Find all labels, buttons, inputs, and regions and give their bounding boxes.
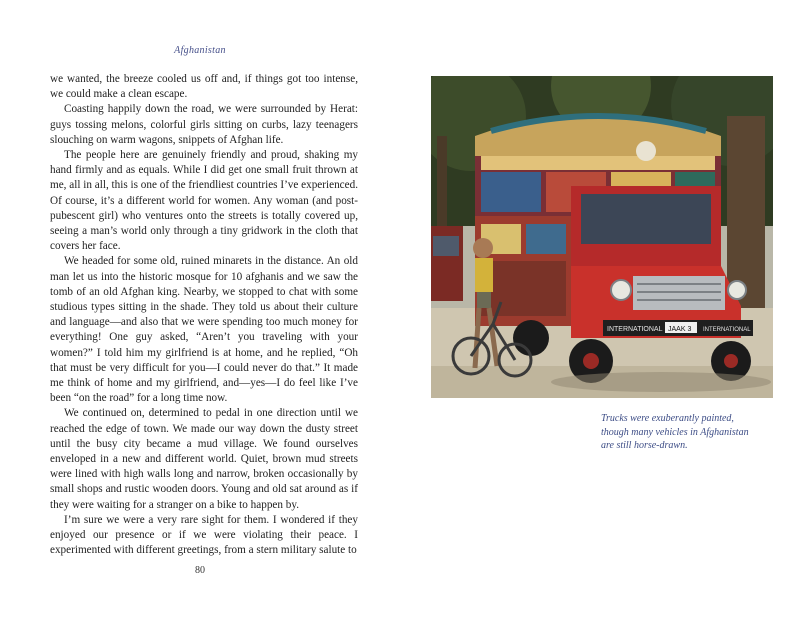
right-page bbox=[400, 0, 800, 618]
paragraph-6: I’m sure we were a very rare sight for them. I wondered if they enjoyed our presence or if we were violating their peace. I experimented with different greetings, from a stern military salute to bbox=[50, 513, 358, 557]
page-number: 80 bbox=[195, 565, 205, 576]
caption-line-2: though many vehicles in Afghanistan bbox=[601, 426, 749, 438]
running-head: Afghanistan bbox=[174, 45, 226, 56]
body-text bbox=[50, 72, 358, 559]
paragraph-4: We headed for some old, ruined minarets in the distance. An old man let us into the historic mosque for 10 afghanis and we saw the tomb of an old Afghan king. Nearby, we stopped to chat with some studious types sitting in the shade. They told us about their culture and language—and also that we were spending too much money for everything! One guy asked, “Aren’t you traveling with your women?” I told him my girlfriend is at home, and he replied, “Oh that must be very difficult for you—I could never do that.” It made me think of home and my girlfriend, and—yes—I do feel like I’ve been “on the road” for a long time now. bbox=[50, 255, 358, 405]
license-plate: JAAK 3 bbox=[668, 326, 692, 333]
paragraph-2: Coasting happily down the road, we were surrounded by Herat: guys tossing melons, colorful girls sitting on curbs, lazy teenagers slouching on warm wagons, snippets of Afghan life. bbox=[50, 103, 358, 146]
photo-caption bbox=[601, 412, 761, 453]
painted-truck-photo bbox=[431, 76, 773, 398]
bumper-text-right: INTERNATIONAL bbox=[703, 327, 751, 333]
caption-line-1: Trucks were exuberantly painted, bbox=[601, 413, 734, 424]
paragraph-5: We continued on, determined to pedal in one direction until we reached the edge of town. We made our way down the dusty street until the busy city became a mud village. We found ourselves enveloped in a new and different world. Quiet, brown mud streets were lined with high walls long and narrow, broken occasionally by small shops and rustic wooden doors. Young and old sat around as if they were waiting for a stranger on a bike to happen by. bbox=[50, 407, 358, 511]
paragraph-3: The people here are genuinely friendly and proud, shaking my hand firmly and as equals. While I did get one small fruit thrown at me, all in all, this is one of the friendliest countries I’ve experienced. Of course, it’s a different world for women. Any woman (and post-pubescent girl) who ventures onto the streets is totally covered up, seeing a man’s world only through a tiny gridwork in the cloth that covers her face. bbox=[50, 149, 358, 253]
caption-line-3: are still horse-drawn. bbox=[601, 440, 688, 451]
paragraph-1: we wanted, the breeze cooled us off and, if things got too intense, we could make a clean escape. bbox=[50, 73, 358, 101]
bumper-text-left: INTERNATIONAL bbox=[607, 326, 663, 333]
